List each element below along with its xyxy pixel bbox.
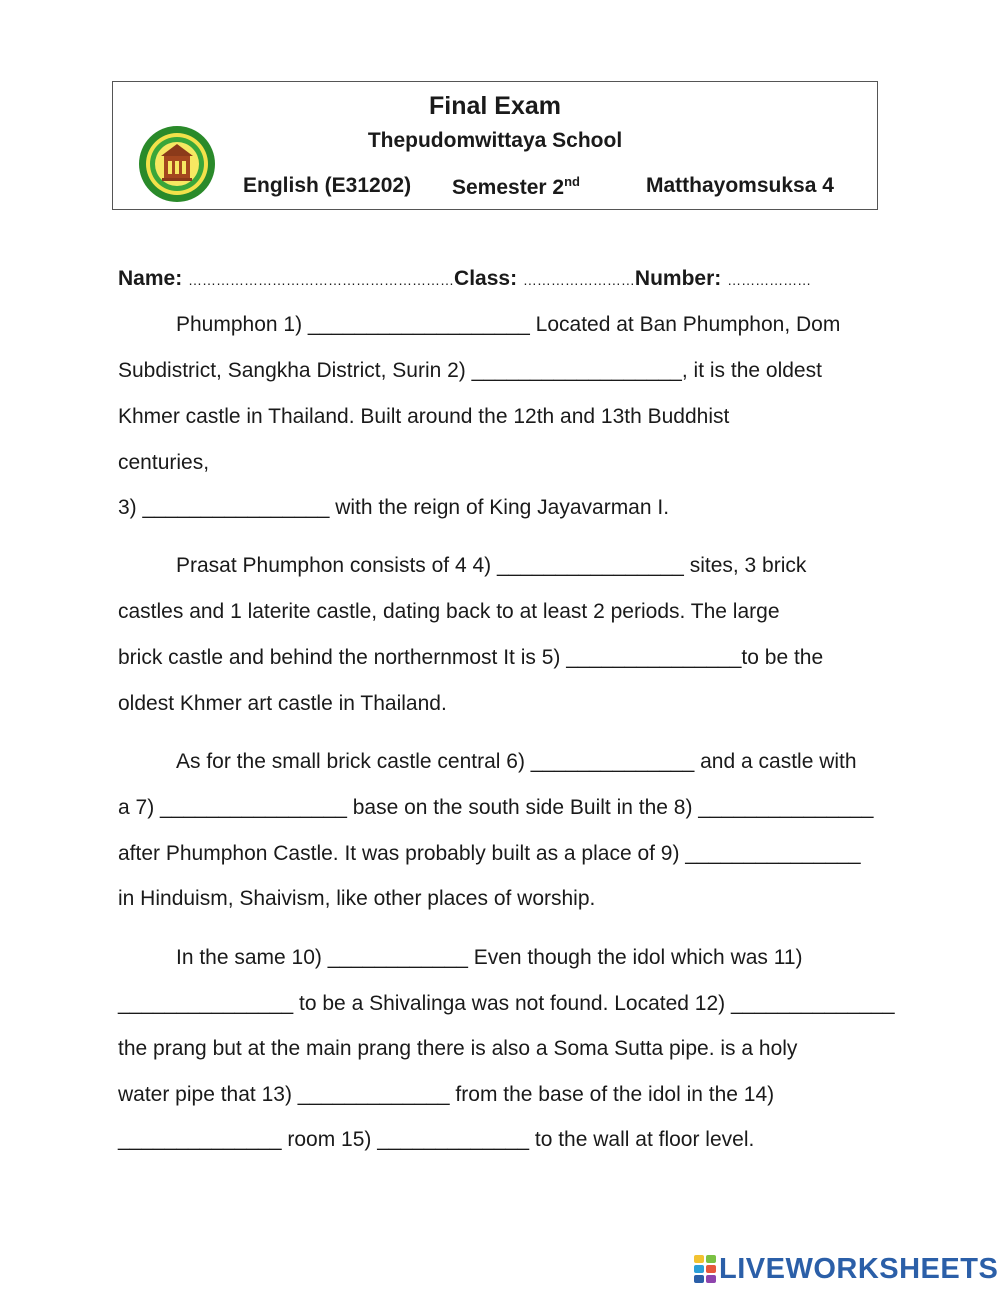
number-field[interactable]: ………………: [727, 272, 812, 288]
course-code: English (E31202): [243, 174, 412, 197]
passage-line: the prang but at the main prang there is also a Soma Sutta pipe. is a holy: [118, 1037, 798, 1060]
liveworksheets-brand[interactable]: [694, 1252, 998, 1286]
name-label: Name:: [118, 267, 183, 290]
passage-line: brick castle and behind the northernmost It is 5) _______________to be the: [118, 646, 824, 669]
passage-line: Khmer castle in Thailand. Built around the 12th and 13th Buddhist: [118, 405, 730, 428]
passage-line: Prasat Phumphon consists of 4 4) ________________ sites, 3 brick: [176, 554, 807, 577]
semester: [452, 174, 580, 200]
grade-level: Matthayomsuksa 4: [646, 174, 834, 197]
passage-line: _______________ to be a Shivalinga was not found. Located 12) ______________: [118, 992, 895, 1015]
passage-line: after Phumphon Castle. It was probably built as a place of 9) _______________: [118, 842, 861, 865]
class-label: Class:: [454, 267, 518, 290]
student-info-line: [118, 267, 811, 291]
passage-line: Subdistrict, Sangkha District, Surin 2) __________________, it is the oldest: [118, 359, 822, 382]
liveworksheets-logo-icon: [694, 1255, 716, 1283]
passage-line: a 7) ________________ base on the south side Built in the 8) _______________: [118, 796, 874, 819]
passage-line: in Hinduism, Shaivism, like other places of worship.: [118, 887, 596, 910]
passage-line: In the same 10) ____________ Even though the idol which was 11): [176, 946, 803, 969]
school-name: Thepudomwittaya School: [367, 129, 623, 152]
number-label: Number:: [634, 267, 722, 290]
exam-title: Final Exam: [429, 92, 561, 120]
semester-suffix: nd: [564, 174, 580, 189]
passage-line: water pipe that 13) _____________ from the base of the idol in the 14): [118, 1083, 775, 1106]
exam-header: [112, 81, 878, 210]
brand-name: LIVEWORKSHEETS: [719, 1252, 999, 1285]
semester-label: Semester 2: [452, 176, 565, 199]
passage-line: Phumphon 1) ___________________ Located at Ban Phumphon, Dom: [176, 313, 841, 336]
passage-line: centuries,: [118, 451, 210, 474]
passage-line: castles and 1 laterite castle, dating back to at least 2 periods. The large: [118, 600, 780, 623]
passage-line: As for the small brick castle central 6) ______________ and a castle with: [176, 750, 857, 773]
name-field[interactable]: …………………………………………………: [188, 272, 455, 288]
class-field[interactable]: ……………………: [522, 272, 635, 288]
passage-line: ______________ room 15) _____________ to the wall at floor level.: [118, 1128, 755, 1151]
passage-line: oldest Khmer art castle in Thailand.: [118, 692, 447, 715]
passage-line: 3) ________________ with the reign of King Jayavarman I.: [118, 496, 670, 519]
